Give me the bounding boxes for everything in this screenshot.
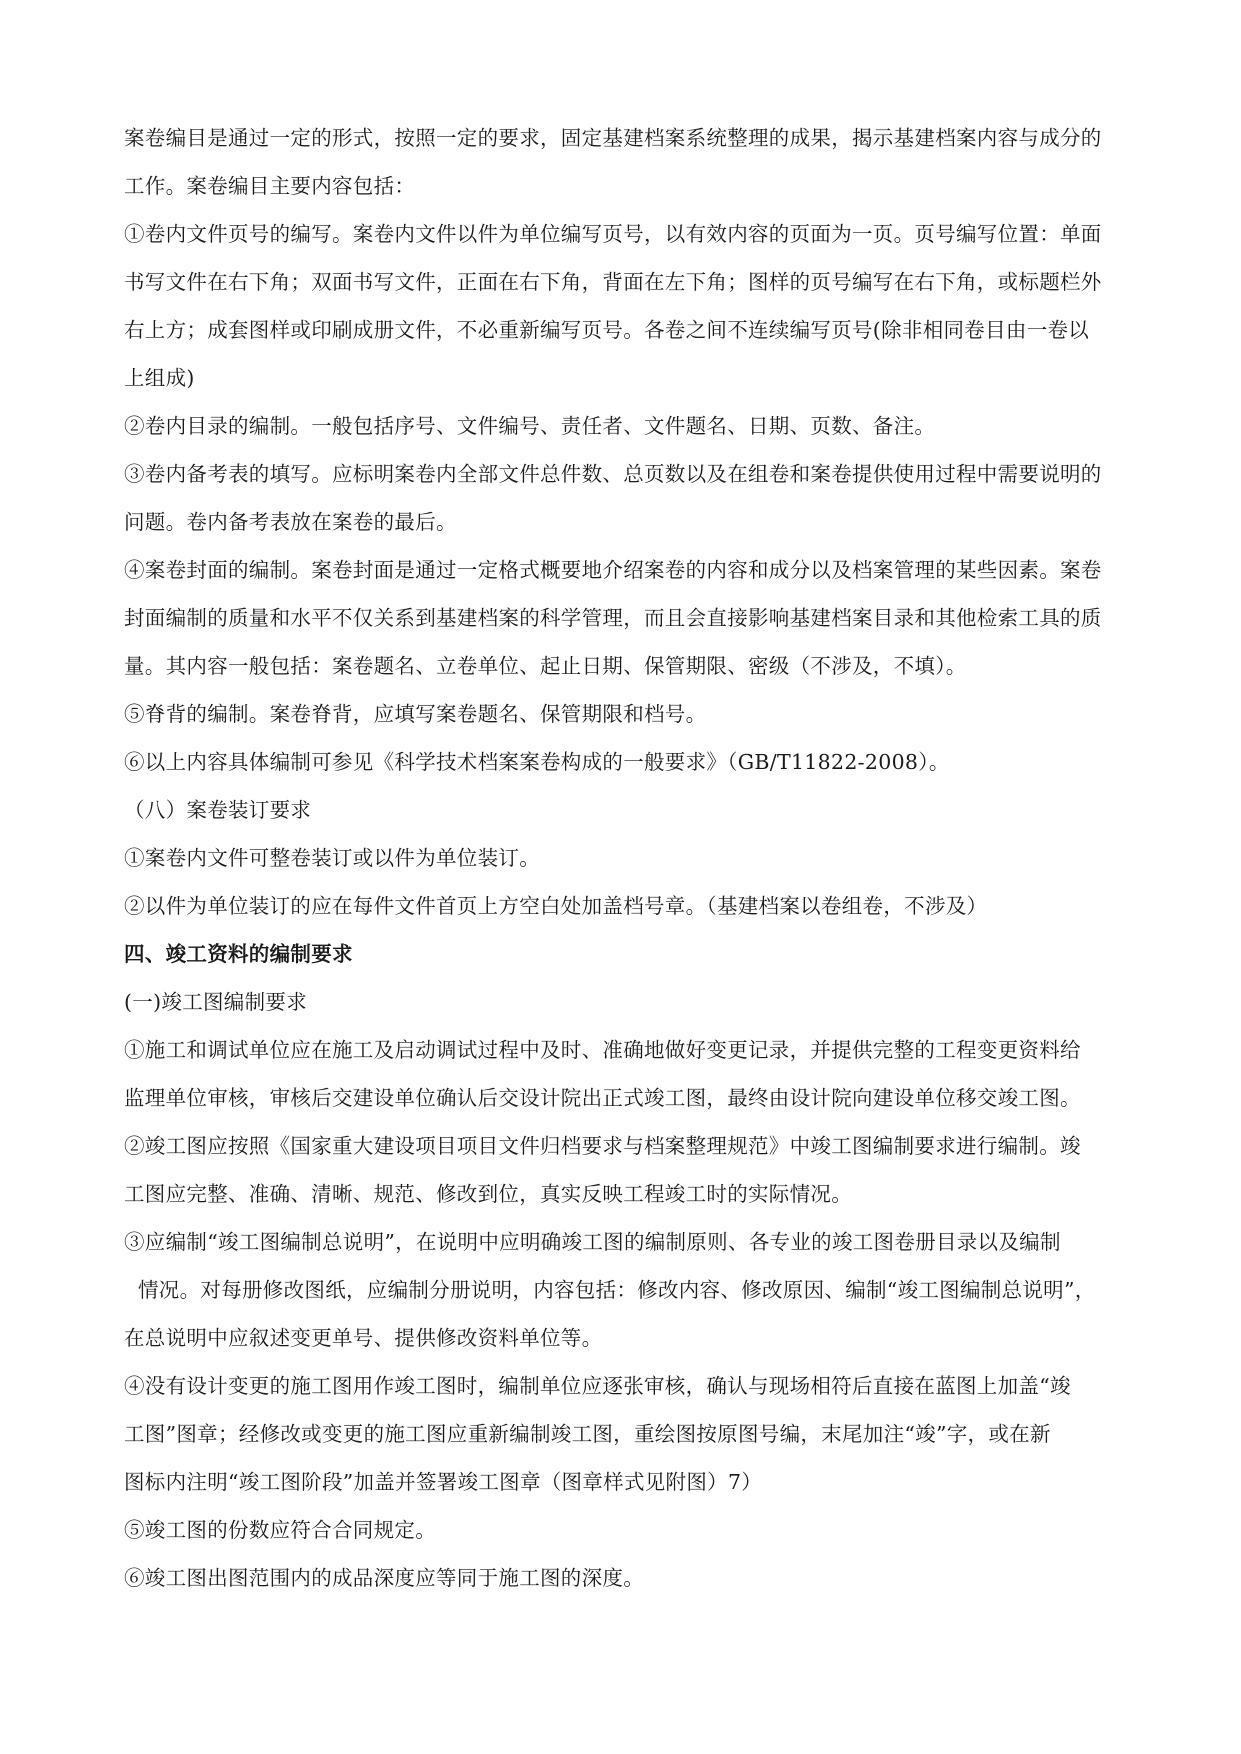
text-line: ⑥以上内容具体编制可参见《科学技术档案案卷构成的一般要求》（GB/T11822-2008）。 <box>124 750 950 774</box>
text-line: ①卷内文件页号的编写。案卷内文件以件为单位编写页号，以有效内容的页面为一页。页号编写位置：单面 <box>124 222 1102 246</box>
text-line: 工图”图章；经修改或变更的施工图应重新编制竣工图，重绘图按原图号编，末尾加注“竣”字，或在新 <box>124 1422 1051 1446</box>
text-line: 问题。卷内备考表放在案卷的最后。 <box>124 510 457 534</box>
text-line: ②竣工图应按照《国家重大建设项目项目文件归档要求与档案整理规范》中竣工图编制要求进行编制。竣 <box>124 1134 1081 1158</box>
text-line: 右上方；成套图样或印刷成册文件，不必重新编写页号。各卷之间不连续编写页号(除非相同卷目由一卷以 <box>124 318 1090 342</box>
text-line: ⑤竣工图的份数应符合合同规定。 <box>124 1518 436 1542</box>
text-line: ④案卷封面的编制。案卷封面是通过一定格式概要地介绍案卷的内容和成分以及档案管理的某些因素。案卷 <box>124 558 1102 582</box>
text-line: 在总说明中应叙述变更单号、提供修改资料单位等。 <box>124 1326 603 1350</box>
text-line: ③应编制“竣工图编制总说明”，在说明中应明确竣工图的编制原则、各专业的竣工图卷册目录以及编制 <box>124 1230 1061 1254</box>
text-line: 量。其内容一般包括：案卷题名、立卷单位、起止日期、保管期限、密级（不涉及，不填）。 <box>124 654 967 678</box>
text-line: 书写文件在右下角；双面书写文件，正面在右下角，背面在左下角；图样的页号编写在右下角，或标题栏外 <box>124 270 1102 294</box>
text-line: 上组成) <box>124 366 195 390</box>
text-line: ⑤脊背的编制。案卷脊背，应填写案卷题名、保管期限和档号。 <box>124 702 707 726</box>
text-line: 情况。对每册修改图纸，应编制分册说明，内容包括：修改内容、修改原因、编制“竣工图编制总说明”， <box>138 1278 1096 1302</box>
text-line: 封面编制的质量和水平不仅关系到基建档案的科学管理，而且会直接影响基建档案目录和其他检索工具的质 <box>124 606 1102 630</box>
text-line: ③卷内备考表的填写。应标明案卷内全部文件总件数、总页数以及在组卷和案卷提供使用过程中需要说明的 <box>124 462 1102 486</box>
text-line: 工图应完整、准确、清晰、规范、修改到位，真实反映工程竣工时的实际情况。 <box>124 1182 852 1206</box>
text-line: 案卷编目是通过一定的形式，按照一定的要求，固定基建档案系统整理的成果，揭示基建档案内容与成分的 <box>124 126 1102 150</box>
text-line: 工作。案卷编目主要内容包括： <box>124 174 416 198</box>
text-line: ②卷内目录的编制。一般包括序号、文件编号、责任者、文件题名、日期、页数、备注。 <box>124 414 936 438</box>
section-heading: 四、竣工资料的编制要求 <box>124 942 353 966</box>
text-line: ①案卷内文件可整卷装订或以件为单位装订。 <box>124 846 540 870</box>
section-subheading: （八）案卷装订要求 <box>124 798 312 822</box>
text-line: ①施工和调试单位应在施工及启动调试过程中及时、准确地做好变更记录，并提供完整的工程变更资料给 <box>124 1038 1081 1062</box>
section-subheading: (一)竣工图编制要求 <box>124 990 307 1014</box>
text-line: ②以件为单位装订的应在每件文件首页上方空白处加盖档号章。（基建档案以卷组卷，不涉及） <box>124 894 988 918</box>
text-line: 图标内注明“竣工图阶段”加盖并签署竣工图章（图章样式见附图）7） <box>124 1470 763 1494</box>
text-line: 监理单位审核，审核后交建设单位确认后交设计院出正式竣工图，最终由设计院向建设单位移交竣工图。 <box>124 1086 1081 1110</box>
text-line: ④没有设计变更的施工图用作竣工图时，编制单位应逐张审核，确认与现场相符后直接在蓝图上加盖“竣 <box>124 1374 1071 1398</box>
text-line: ⑥竣工图出图范围内的成品深度应等同于施工图的深度。 <box>124 1566 644 1590</box>
